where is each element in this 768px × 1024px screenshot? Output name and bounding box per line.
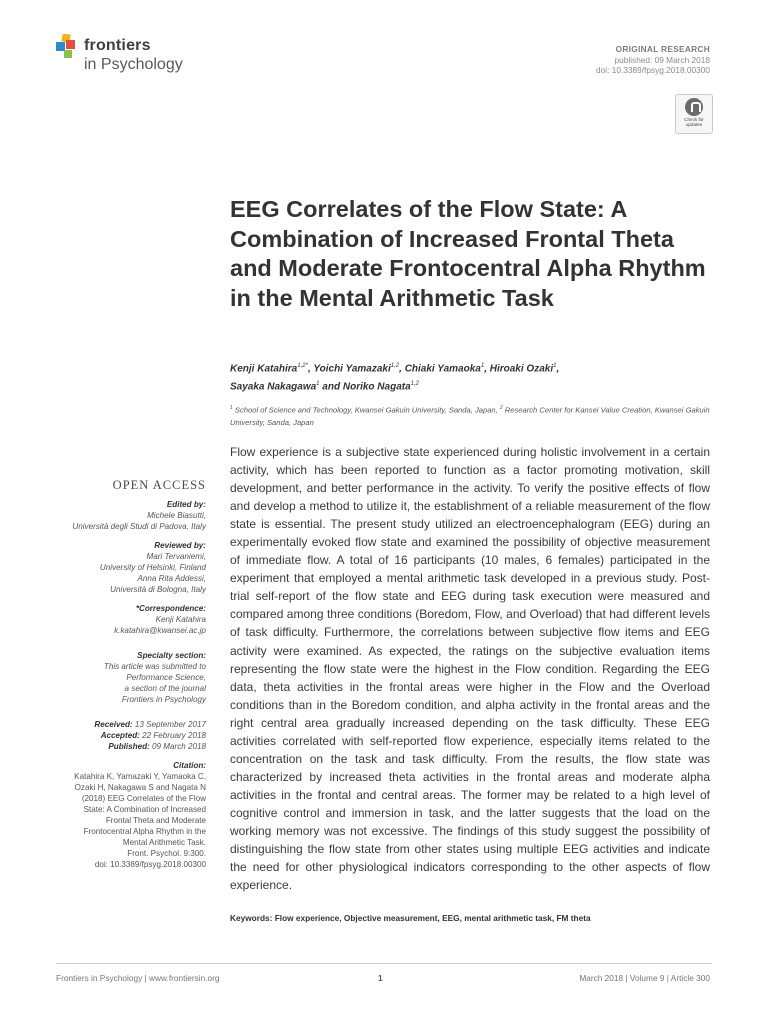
author[interactable]: Hiroaki Ozaki [489,363,554,375]
keywords: Keywords: Flow experience, Objective measurement, EEG, mental arithmetic task, FM theta [230,913,591,923]
page-number: 1 [378,973,383,983]
article-meta [596,44,710,76]
check-for-updates-label: Check for updates [684,117,704,128]
citation-heading: Citation: [173,761,206,770]
journal-logo [56,34,206,82]
journal-name: frontiers [84,37,151,54]
author[interactable]: Kenji Katahira [230,363,298,375]
affiliations: $^1$ School of Science and Technology, Kwansei Gakuin University, Sanda, Japan, $^2$ Research Center for Kansei Value Creation, Kwansei Gakuin University, Sanda, Japan [230,405,710,427]
author[interactable]: Yoichi Yamazaki [313,363,391,375]
accepted-date: Accepted: 22 February 2018 [100,731,206,740]
reviewed-by-heading: Reviewed by: [154,541,206,550]
abstract-text: Flow experience is a subjective state experienced during holistic involvement in a certain activity, which has been reported to function as a factor promoting motivation, skill development, and better performance in the activity. To verify the positive effects of flow and develop a method to utilize it, the establishment of a reliable measurement of the flow state is essential. The present study utilized an electroencephalogram (EEG) during an experimentally evoked flow state and examined the possibility of objective measurement of immediate flow. A total of 16 participants (10 males, 6 females) participated in the experiment that employed a mental arithmetic task developed in a previous study. Post-trial self-report of the flow state and EEG during task execution were measured and compared among three conditions (Boredom, Flow, and Overload) that had different levels of task difficulty. Furthermore, the correlations between subjective flow items and EEG activity were examined. As expected, the ratings on the subjective evaluation items representing the flow state were the highest in the Flow condition. Regarding the EEG data, theta activities in the frontal areas were higher in the Flow and the Overload conditions than in the Boredom condition, and alpha activity in the frontal areas and the right central area gradually increased depending on the task difficulty. These EEG activities correlated with self-reported flow experience, especially items related to the concentration on the task and task difficulty. From the results, the flow state was characterized by increased theta activities in the frontal areas and moderate alpha activities in the frontal and central areas. The former may be related to a high level of cognitive control and immersion in task, and the latter suggests that the load on the working memory was not excessive. The findings of this study suggest the possibility of distinguishing the flow state from other states using multiple EEG activities and indicate the need for other physiological indicators corresponding to the other aspects of flow experience. [230,445,710,893]
author-list: Kenji Katahira$^{1,2*}$, Yoichi Yamazaki$^{1,2}$, Chiaki Yamaoka$^1$, Hiroaki Ozaki$^1$, Sayaka Nakagawa$^1$ and Noriko Nagata$^{1,2}$ [230,363,560,393]
frontiers-logo-icon [56,34,82,60]
published-date-sidebar: Published: 09 March 2018 [108,742,206,751]
specialty-section-heading: Specialty section: [137,651,206,660]
author[interactable]: Noriko Nagata [342,381,411,393]
article-sidebar: OPEN ACCESS Edited by: Michele Biasutti, Università degli Studi di Padova, Italy Reviewed by: Mari Tervaniemi, University of Helsinki, Finland Anna Rita Addessi, Università di Bologna, Italy *Correspondence: Kenji Katahira k.katahira@kwansei.ac.jp Specialty section: This article was submitted to Performance Science, a section of the journal Frontiers in Psychology Received: 13 September 2017 Accepted: 22 February 2018 Published: 09 March 2018 Citation: Katahira K, Yamazaki Y, Yamaoka C, Ozaki H, Nakagawa S and Nagata N (2018) EEG Correlates of the Flow State: A Combination of Increased Frontal Theta and Moderate Frontocentral Alpha Rhythm in the Mental Arithmetic Task. Front. Psychol. 9:300. doi: 10.3389/fpsyg.2018.00300 [46,480,206,870]
published-date: published: 09 March 2018 [614,54,710,65]
author[interactable]: Chiaki Yamaoka [404,363,481,375]
check-for-updates-badge[interactable] [675,94,713,134]
author[interactable]: Sayaka Nakagawa [230,381,317,393]
citation-text: Katahira K, Yamazaki Y, Yamaoka C, Ozaki H, Nakagawa S and Nagata N (2018) EEG Correlates of the Flow State: A Combination of Increased Frontal Theta and Moderate Frontocentral Alpha Rhythm in the Mental Arithmetic Task. Front. Psychol. 9:300. doi: 10.3389/fpsyg.2018.00300 [74,772,206,869]
correspondence-email[interactable]: k.katahira@kwansei.ac.jp [114,626,206,635]
article-title: EEG Correlates of the Flow State: A Combination of Increased Frontal Theta and Moderate Frontocentral Alpha Rhythm in the Mental Arithmetic Task [230,196,706,311]
footer-divider [56,963,712,964]
doi[interactable]: doi: 10.3389/fpsyg.2018.00300 [596,65,710,75]
edited-by-heading: Edited by: [166,500,206,509]
received-date: Received: 13 September 2017 [94,720,206,729]
correspondence-heading: *Correspondence: [135,604,206,613]
footer-issue-info: March 2018 | Volume 9 | Article 300 [579,973,710,983]
open-access-label: OPEN ACCESS [112,478,206,492]
footer-journal-link[interactable]: Frontiers in Psychology | www.frontiersin.org [56,973,220,983]
crossmark-icon [685,98,703,116]
journal-subname: in Psychology [84,56,183,73]
article-type: ORIGINAL RESEARCH [615,44,710,54]
